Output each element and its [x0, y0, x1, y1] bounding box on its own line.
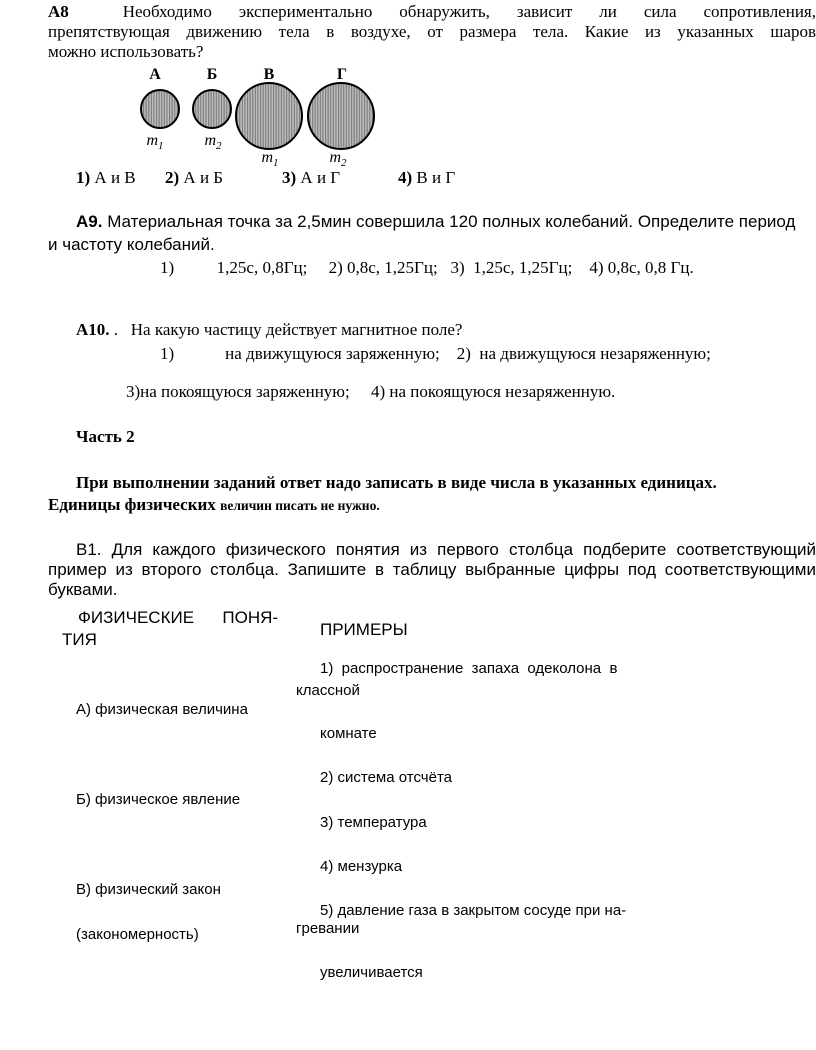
ball-letter-g: Г	[336, 66, 348, 83]
b1-col1-header-line-1: ФИЗИЧЕСКИЕ ПОНЯ-	[78, 608, 279, 627]
part2-instruction-line-1: При выполнении заданий ответ надо записать в виде числа в указанных единицах.	[76, 473, 717, 492]
ball-v	[236, 83, 302, 149]
ball-mass-g: $m_2$	[329, 149, 347, 169]
b1-example-1-line-2: классной	[296, 682, 360, 699]
b1-line-2: пример из второго столбца. Запишите в таблицу выбранные цифры под соответствующими	[48, 560, 816, 579]
a10-question: А10. . На какую частицу действует магнитное поле?	[76, 320, 463, 339]
a8-number: А8	[48, 2, 69, 21]
b1-example-4: 4) мензурка	[320, 858, 403, 875]
b1-example-2: 2) система отсчёта	[320, 769, 452, 786]
b1-example-3: 3) температура	[320, 814, 427, 831]
b1-line-1: В1. Для каждого физического понятия из первого столбца подберите соответствующий	[76, 540, 816, 559]
a9-number: А9.	[76, 212, 103, 231]
a10-options-line-1: 1) на движущуюся заряженную; 2) на движущуюся незаряженную;	[160, 344, 711, 363]
b1-example-1-line-3: комнате	[320, 725, 377, 742]
a8-option-2: 2) А и Б	[165, 168, 224, 187]
a9-line-1: А9. Материальная точка за 2,5мин совершила 120 полных колебаний. Определите период	[76, 212, 796, 231]
b1-example-5-line-2: гревании	[296, 920, 360, 937]
ball-a	[141, 90, 179, 128]
a8-option-4: 4) В и Г	[398, 168, 456, 187]
ball-b	[193, 90, 231, 128]
a8-line-3: можно использовать?	[48, 42, 204, 61]
b1-concept-b: Б) физическое явление	[76, 791, 241, 808]
part2-title: Часть 2	[76, 427, 135, 446]
ball-letter-v: В	[263, 66, 275, 83]
a8-option-3: 3) А и Г	[282, 168, 341, 187]
ball-mass-a: $m_1$	[146, 132, 164, 152]
b1-example-5-line-3: увеличивается	[320, 964, 423, 981]
ball-letter-b: Б	[206, 66, 218, 83]
question-a8	[48, 2, 816, 62]
b1-concept-c-line-1: В) физический закон	[76, 881, 221, 898]
b1-concept-a: А) физическая величина	[76, 701, 248, 718]
balls-figure	[0, 60, 816, 230]
part2-instruction-line-2: Единицы физических величин писать не нужно.	[48, 495, 380, 514]
a10-number: А10.	[76, 320, 110, 339]
ball-mass-b: $m_2$	[204, 132, 222, 152]
a8-line-2: препятствующая движению тела в воздухе, от размера тела. Какие из указанных шаров	[48, 22, 816, 41]
a9-line-2: и частоту колебаний.	[48, 235, 215, 254]
b1-col2-header: ПРИМЕРЫ	[320, 620, 408, 639]
question-b1	[48, 540, 816, 600]
b1-concept-c-line-2: (закономерность)	[76, 926, 199, 943]
b1-line-3: буквами.	[48, 580, 118, 599]
a8-line-1: А8 Необходимо экспериментально обнаружить, зависит ли сила сопротивления,	[48, 2, 816, 21]
ball-mass-v: $m_1$	[261, 149, 279, 169]
ball-letter-a: А	[149, 66, 161, 83]
b1-example-1-line-1: 1) распространение запаха одеколона в	[320, 660, 618, 677]
ball-g	[308, 83, 374, 149]
a10-options-line-2: 3)на покоящуюся заряженную; 4) на покоящуюся незаряженную.	[126, 382, 616, 401]
b1-col1-header-line-2: ТИЯ	[62, 630, 97, 649]
a9-options: 1) 1,25с, 0,8Гц; 2) 0,8с, 1,25Гц; 3) 1,25с, 1,25Гц; 4) 0,8с, 0,8 Гц.	[160, 258, 694, 277]
b1-example-5-line-1: 5) давление газа в закрытом сосуде при на-	[320, 902, 627, 919]
a8-option-1: 1) А и В	[76, 168, 136, 187]
